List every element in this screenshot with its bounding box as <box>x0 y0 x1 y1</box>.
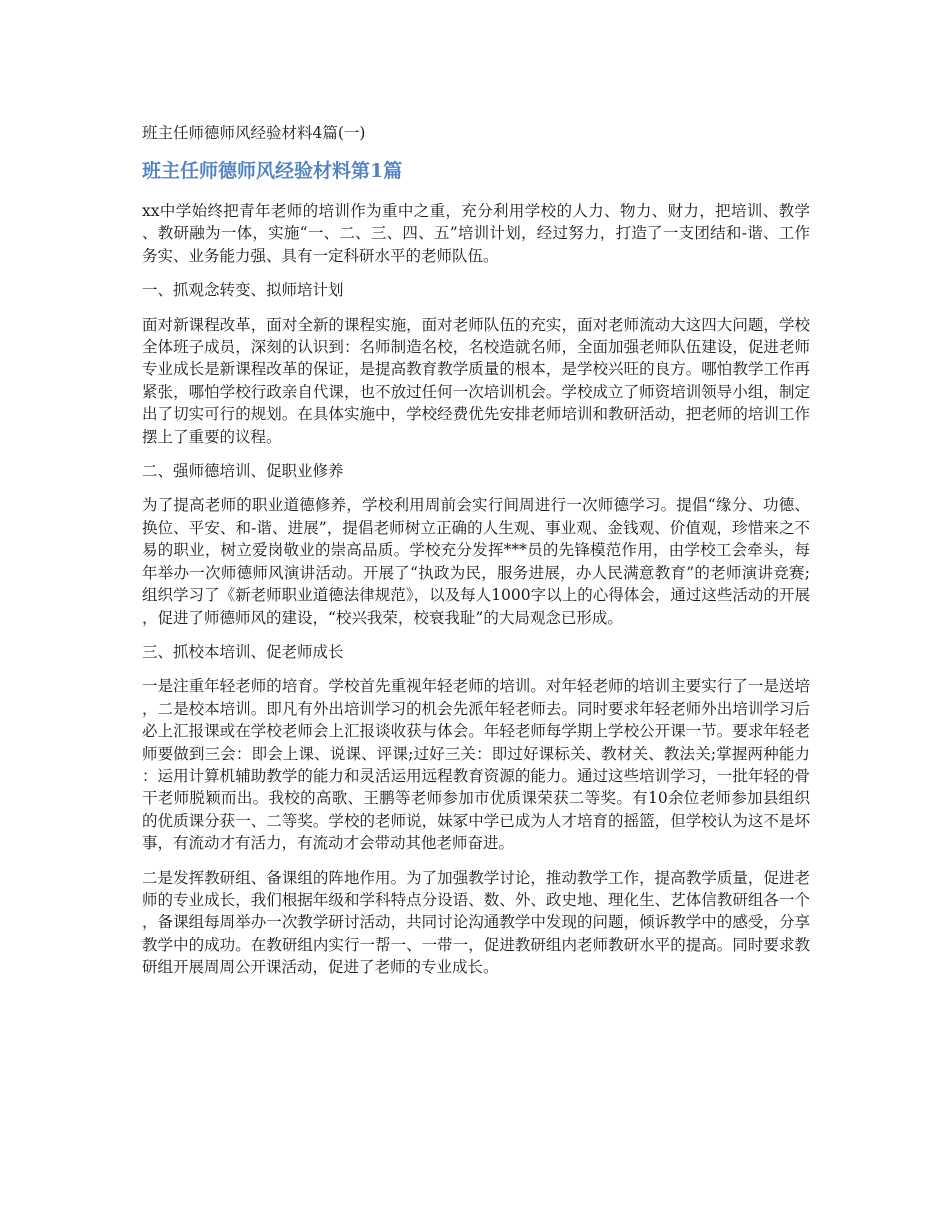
section-title-2: 二、强师德培训、促职业修养 <box>142 462 344 481</box>
document-title: 班主任师德师风经验材料4篇(一) <box>142 124 366 142</box>
section-title-1: 一、抓观念转变、拟师培计划 <box>142 281 344 300</box>
document-heading: 班主任师德师风经验材料第1篇 <box>142 160 403 182</box>
document-page <box>142 122 810 991</box>
section-2-paragraph-1: 为了提高老师的职业道德修养，学校利用周前会实行间周进行一次师德学习。提倡“缘分、功德、换位、平安、和-谐、进展”，提倡老师树立正确的人生观、事业观、金钱观、价值观，珍惜来之不易的职业，树立爱岗敬业的崇高品质。学校充分发挥***员的先锋模范作用，由学校工会牵头，每年举办一次师德师风演讲活动。开展了“执政为民，服务进展，办人民满意教育”的老师演讲竞赛;组织学习了《新老师职业道德法律规范》，以及每人1000字以上的心得体会，通过这些活动的开展，促进了师德师风的建设，“校兴我荣，校衰我耻”的大局观念已形成。 <box>142 496 810 627</box>
section-3-paragraph-1: 一是注重年轻老师的培育。学校首先重视年轻老师的培训。对年轻老师的培训主要实行了一是送培，二是校本培训。即凡有外出培训学习的机会先派年轻老师去。同时要求年轻老师外出培训学习后必上汇报课或在学校老师会上汇报谈收获与体会。年轻老师每学期上学校公开课一节。要求年轻老师要做到三会：即会上课、说课、评课;过好三关：即过好课标关、教材关、教法关;掌握两种能力：运用计算机辅助教学的能力和灵活运用远程教育资源的能力。通过这些培训学习，一批年轻的骨干老师脱颖而出。我校的高歌、王鹏等老师参加市优质课荣获二等奖。有10余位老师参加县组织的优质课分获一、二等奖。学校的老师说，妹冢中学已成为人才培育的摇篮，但学校认为这不是坏事，有流动才有活力，有流动才会带动其他老师奋进。 <box>142 677 810 853</box>
intro-paragraph: xx中学始终把青年老师的培训作为重中之重，充分利用学校的人力、物力、财力，把培训、教学、教研融为一体，实施“一、二、三、四、五”培训计划，经过努力，打造了一支团结和-谐、工作务实、业务能力强、具有一定科研水平的老师队伍。 <box>142 202 810 265</box>
section-3-paragraph-2: 二是发挥教研组、备课组的阵地作用。为了加强教学讨论，推动教学工作，提高教学质量，促进老师的专业成长，我们根据年级和学科特点分设语、数、外、政史地、理化生、艺体信教研组各一个，备课组每周举办一次教学研讨活动，共同讨论沟通教学中发现的问题，倾诉教学中的感受，分享教学中的成功。在教研组内实行一帮一、一带一，促进教研组内老师教研水平的提高。同时要求教研组开展周周公开课活动，促进了老师的专业成长。 <box>142 868 810 977</box>
section-1-paragraph-1: 面对新课程改革，面对全新的课程实施，面对老师队伍的充实，面对老师流动大这四大问题，学校全体班子成员，深刻的认识到：名师制造名校，名校造就名师，全面加强老师队伍建设，促进老师专业成长是新课程改革的保证，是提高教育教学质量的根本，是学校兴旺的良方。哪怕教学工作再紧张，哪怕学校行政亲自代课，也不放过任何一次培训机会。学校成立了师资培训领导小组，制定出了切实可行的规划。在具体实施中，学校经费优先安排老师培训和教研活动，把老师的培训工作摆上了重要的议程。 <box>142 315 810 446</box>
section-title-3: 三、抓校本培训、促老师成长 <box>142 642 344 661</box>
